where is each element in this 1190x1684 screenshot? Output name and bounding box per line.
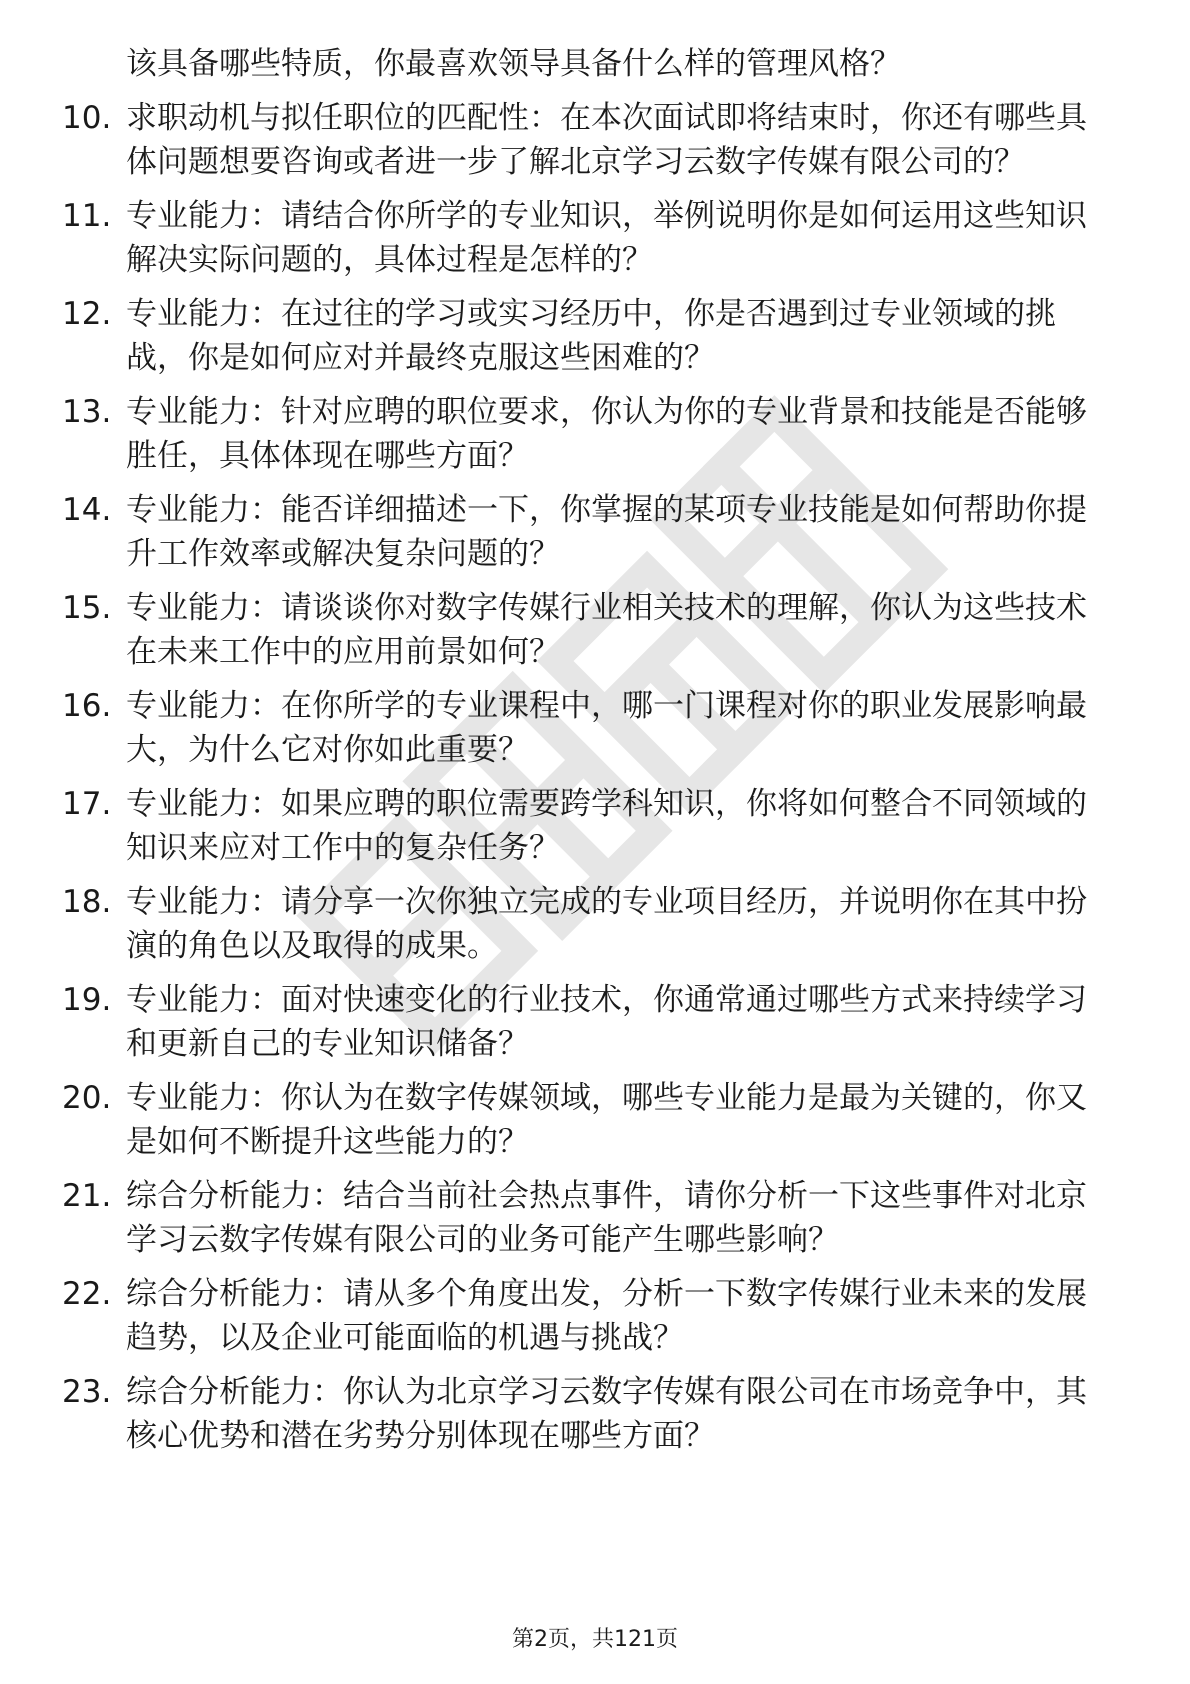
item-number: 13. [62, 394, 112, 430]
item-text: 专业能力：请谈谈你对数字传媒行业相关技术的理解，你认为这些技术在未来工作中的应用前景如何？ [126, 590, 1087, 670]
list-item [62, 880, 1112, 968]
list-item [62, 488, 1112, 576]
item-number: 19. [62, 982, 112, 1018]
items-container [62, 96, 1112, 1458]
list-item [62, 1174, 1112, 1262]
list-item [62, 194, 1112, 282]
item-number: 11. [62, 198, 112, 234]
item-text: 综合分析能力：请从多个角度出发，分析一下数字传媒行业未来的发展趋势，以及企业可能面临的机遇与挑战？ [126, 1276, 1087, 1356]
item-text: 专业能力：能否详细描述一下，你掌握的某项专业技能是如何帮助你提升工作效率或解决复杂问题的？ [126, 492, 1087, 572]
item-text: 专业能力：请结合你所学的专业知识，举例说明你是如何运用这些知识解决实际问题的，具体过程是怎样的？ [126, 198, 1087, 278]
list-item [62, 292, 1112, 380]
item-number: 16. [62, 688, 112, 724]
item-text: 综合分析能力：你认为北京学习云数字传媒有限公司在市场竞争中，其核心优势和潜在劣势分别体现在哪些方面？ [126, 1374, 1087, 1454]
item-text: 求职动机与拟任职位的匹配性：在本次面试即将结束时，你还有哪些具体问题想要咨询或者进一步了解北京学习云数字传媒有限公司的？ [126, 100, 1087, 180]
item-number: 17. [62, 786, 112, 822]
list-item [62, 684, 1112, 772]
item-text: 专业能力：你认为在数字传媒领域，哪些专业能力是最为关键的，你又是如何不断提升这些能力的？ [126, 1080, 1087, 1160]
list-item [62, 1076, 1112, 1164]
list-item [62, 96, 1112, 184]
item-number: 18. [62, 884, 112, 920]
item-text: 专业能力：针对应聘的职位要求，你认为你的专业背景和技能是否能够胜任，具体体现在哪些方面？ [126, 394, 1087, 474]
item-number: 22. [62, 1276, 112, 1312]
item-text: 专业能力：在你所学的专业课程中，哪一门课程对你的职业发展影响最大，为什么它对你如此重要？ [126, 688, 1087, 768]
list-item [62, 978, 1112, 1066]
list-item [62, 1272, 1112, 1360]
item-number: 21. [62, 1178, 112, 1214]
item-number: 15. [62, 590, 112, 626]
item-text: 专业能力：请分享一次你独立完成的专业项目经历，并说明你在其中扮演的角色以及取得的成果。 [126, 884, 1087, 964]
item-number: 20. [62, 1080, 112, 1116]
continued-text: 该具备哪些特质，你最喜欢领导具备什么样的管理风格？ [126, 46, 901, 82]
question-list [62, 42, 1112, 1468]
item-text: 综合分析能力：结合当前社会热点事件，请你分析一下这些事件对北京学习云数字传媒有限公司的业务可能产生哪些影响？ [126, 1178, 1087, 1258]
item-text: 专业能力：在过往的学习或实习经历中，你是否遇到过专业领域的挑战，你是如何应对并最终克服这些困难的？ [126, 296, 1056, 376]
item-number: 10. [62, 100, 112, 136]
list-item [62, 586, 1112, 674]
item-text: 专业能力：如果应聘的职位需要跨学科知识，你将如何整合不同领域的知识来应对工作中的复杂任务？ [126, 786, 1087, 866]
list-item [62, 782, 1112, 870]
page-number: 第2页，共121页 [512, 1627, 678, 1652]
item-number: 12. [62, 296, 112, 332]
list-item [62, 390, 1112, 478]
item-text: 专业能力：面对快速变化的行业技术，你通常通过哪些方式来持续学习和更新自己的专业知识储备？ [126, 982, 1087, 1062]
item-number: 14. [62, 492, 112, 528]
item-number: 23. [62, 1374, 112, 1410]
list-item [62, 1370, 1112, 1458]
